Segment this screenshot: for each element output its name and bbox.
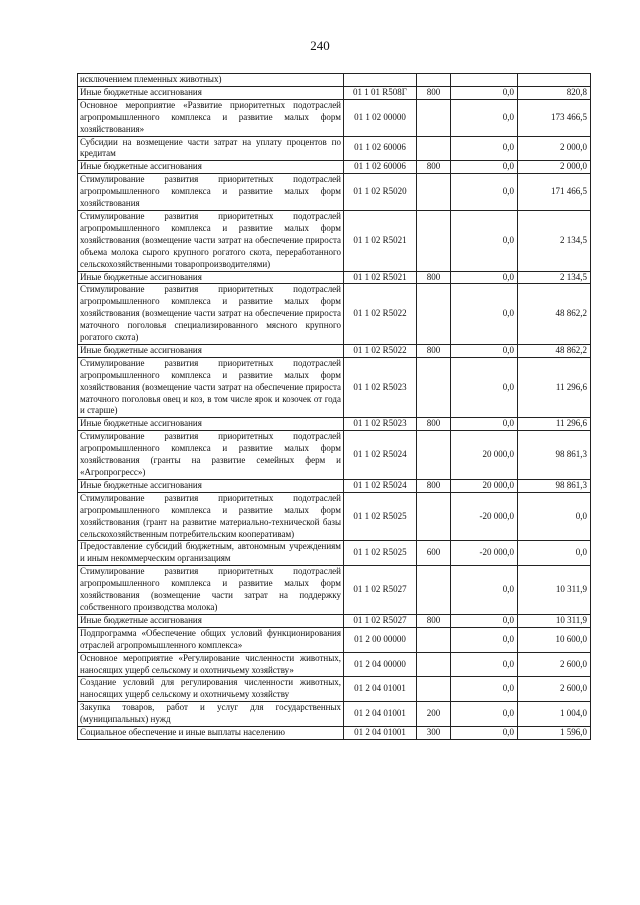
table-row [78,284,591,345]
table-row [78,161,591,174]
row-change-cell: 0,0 [451,677,518,702]
row-name-cell: Закупка товаров, работ и услуг для государственных (муниципальных) нужд [78,702,344,727]
row-name-cell: Стимулирование развития приоритетных подотраслей агропромышленного комплекса и развитие малых форм хозяйствования [78,174,344,211]
row-code-cell: 01 2 04 01001 [344,702,417,727]
row-total-cell: 820,8 [518,86,591,99]
row-change-cell: -20 000,0 [451,541,518,566]
row-name-cell: Стимулирование развития приоритетных подотраслей агропромышленного комплекса и развитие малых форм хозяйствования (возмещение части затрат на поддержку собственного производства молока) [78,566,344,615]
row-code-cell: 01 1 02 60006 [344,161,417,174]
row-change-cell: 0,0 [451,727,518,740]
row-code-cell: 01 1 02 R5021 [344,271,417,284]
row-kvr-cell [417,566,451,615]
row-total-cell: 48 862,2 [518,284,591,345]
row-name-cell: Субсидии на возмещение части затрат на уплату процентов по кредитам [78,136,344,161]
row-total-cell: 2 134,5 [518,210,591,271]
row-code-cell: 01 1 01 R508Г [344,86,417,99]
row-name-cell: Создание условий для регулирования численности животных, наносящих ущерб сельскому и охотничьему хозяйству [78,677,344,702]
row-code-cell: 01 1 02 00000 [344,99,417,136]
row-kvr-cell [417,652,451,677]
row-kvr-cell [417,74,451,87]
row-kvr-cell [417,627,451,652]
row-name-cell: Иные бюджетные ассигнования [78,344,344,357]
row-name-cell: Иные бюджетные ассигнования [78,161,344,174]
row-change-cell: 0,0 [451,136,518,161]
row-total-cell: 48 862,2 [518,344,591,357]
row-kvr-cell: 800 [417,479,451,492]
table-row [78,541,591,566]
row-kvr-cell [417,431,451,480]
table-row [78,271,591,284]
row-change-cell [451,74,518,87]
row-change-cell: 0,0 [451,702,518,727]
table-row [78,614,591,627]
row-change-cell: 20 000,0 [451,431,518,480]
row-name-cell: Иные бюджетные ассигнования [78,479,344,492]
table-row [78,566,591,615]
row-kvr-cell: 200 [417,702,451,727]
table-row [78,727,591,740]
row-kvr-cell [417,136,451,161]
row-kvr-cell [417,357,451,418]
row-name-cell: Стимулирование развития приоритетных подотраслей агропромышленного комплекса и развитие малых форм хозяйствования (грант на развитие материально-технической базы сельскохозяйственным потребительским кооперативам) [78,492,344,541]
row-kvr-cell [417,677,451,702]
row-change-cell: 0,0 [451,161,518,174]
table-row [78,627,591,652]
table-row [78,136,591,161]
table-row [78,357,591,418]
row-code-cell: 01 1 02 R5024 [344,479,417,492]
row-total-cell: 98 861,3 [518,431,591,480]
row-kvr-cell [417,99,451,136]
row-total-cell: 10 311,9 [518,614,591,627]
row-change-cell: 0,0 [451,284,518,345]
row-name-cell: Иные бюджетные ассигнования [78,614,344,627]
row-code-cell: 01 1 02 R5022 [344,344,417,357]
row-kvr-cell: 800 [417,614,451,627]
table-row [78,492,591,541]
row-name-cell: Стимулирование развития приоритетных подотраслей агропромышленного комплекса и развитие малых форм хозяйствования (возмещение части затрат на обеспечение прироста маточного поголовья специализированного мясного крупного рогатого скота) [78,284,344,345]
row-code-cell: 01 2 04 01001 [344,677,417,702]
row-code-cell [344,74,417,87]
row-name-cell: Стимулирование развития приоритетных подотраслей агропромышленного комплекса и развитие малых форм хозяйствования (гранты на развитие семейных ферм и «Агропрогресс») [78,431,344,480]
row-total-cell: 2 000,0 [518,161,591,174]
table-row [78,210,591,271]
row-total-cell: 2 600,0 [518,652,591,677]
row-name-cell: Социальное обеспечение и иные выплаты населению [78,727,344,740]
row-change-cell: 0,0 [451,86,518,99]
row-total-cell: 10 600,0 [518,627,591,652]
row-kvr-cell: 600 [417,541,451,566]
table-row [78,418,591,431]
table-row [78,86,591,99]
row-kvr-cell [417,492,451,541]
row-total-cell: 0,0 [518,492,591,541]
row-total-cell: 173 466,5 [518,99,591,136]
row-name-cell: Подпрограмма «Обеспечение общих условий функционирования отраслей агропромышленного комплекса» [78,627,344,652]
row-total-cell: 11 296,6 [518,357,591,418]
row-total-cell: 11 296,6 [518,418,591,431]
row-change-cell: 0,0 [451,652,518,677]
table-row [78,652,591,677]
row-change-cell: 0,0 [451,627,518,652]
row-code-cell: 01 2 00 00000 [344,627,417,652]
row-kvr-cell [417,284,451,345]
row-total-cell: 1 596,0 [518,727,591,740]
row-code-cell: 01 1 02 R5022 [344,284,417,345]
row-code-cell: 01 1 02 R5021 [344,210,417,271]
table-row [78,99,591,136]
row-total-cell: 2 000,0 [518,136,591,161]
row-code-cell: 01 1 02 R5027 [344,566,417,615]
row-kvr-cell: 800 [417,161,451,174]
row-code-cell: 01 1 02 R5020 [344,174,417,211]
row-change-cell: 0,0 [451,344,518,357]
row-code-cell: 01 1 02 R5025 [344,541,417,566]
row-code-cell: 01 1 02 R5024 [344,431,417,480]
row-change-cell: 0,0 [451,210,518,271]
row-name-cell: Стимулирование развития приоритетных подотраслей агропромышленного комплекса и развитие малых форм хозяйствования (возмещение части затрат на обеспечение прироста объема молока сырого крупного рогатого скота, переработанного сельскохозяйственными товаропроизводителями) [78,210,344,271]
row-kvr-cell: 300 [417,727,451,740]
row-name-cell: Основное мероприятие «Развитие приоритетных подотраслей агропромышленного комплекса и развитие малых форм хозяйствования» [78,99,344,136]
row-kvr-cell [417,174,451,211]
page-number: 240 [310,38,330,53]
row-code-cell: 01 2 04 01001 [344,727,417,740]
row-name-cell: исключением племенных животных) [78,74,344,87]
row-total-cell: 2 600,0 [518,677,591,702]
row-total-cell: 1 004,0 [518,702,591,727]
row-change-cell: 0,0 [451,174,518,211]
row-code-cell: 01 1 02 R5023 [344,418,417,431]
row-total-cell: 10 311,9 [518,566,591,615]
row-name-cell: Иные бюджетные ассигнования [78,418,344,431]
row-name-cell: Предоставление субсидий бюджетным, автономным учреждениям и иным некоммерческим организациям [78,541,344,566]
row-total-cell: 0,0 [518,541,591,566]
row-name-cell: Стимулирование развития приоритетных подотраслей агропромышленного комплекса и развитие малых форм хозяйствования (возмещение части затрат на обеспечение прироста маточного поголовья овец и коз, в том числе ярок и козочек от года и старше) [78,357,344,418]
row-change-cell: 20 000,0 [451,479,518,492]
table-row [78,344,591,357]
row-total-cell: 98 861,3 [518,479,591,492]
row-kvr-cell: 800 [417,344,451,357]
row-kvr-cell: 800 [417,86,451,99]
budget-table [77,73,591,740]
row-change-cell: 0,0 [451,271,518,284]
row-code-cell: 01 2 04 00000 [344,652,417,677]
row-kvr-cell [417,210,451,271]
row-change-cell: 0,0 [451,418,518,431]
row-kvr-cell: 800 [417,271,451,284]
table-row [78,702,591,727]
row-code-cell: 01 1 02 R5027 [344,614,417,627]
row-change-cell: 0,0 [451,614,518,627]
row-code-cell: 01 1 02 R5023 [344,357,417,418]
row-change-cell: -20 000,0 [451,492,518,541]
budget-table-body [78,74,591,740]
table-row [78,174,591,211]
table-row [78,74,591,87]
row-name-cell: Основное мероприятие «Регулирование численности животных, наносящих ущерб сельскому и охотничьему хозяйству» [78,652,344,677]
row-total-cell [518,74,591,87]
row-change-cell: 0,0 [451,99,518,136]
row-total-cell: 2 134,5 [518,271,591,284]
row-code-cell: 01 1 02 60006 [344,136,417,161]
row-total-cell: 171 466,5 [518,174,591,211]
row-name-cell: Иные бюджетные ассигнования [78,86,344,99]
row-name-cell: Иные бюджетные ассигнования [78,271,344,284]
table-row [78,479,591,492]
table-row [78,431,591,480]
row-change-cell: 0,0 [451,566,518,615]
row-change-cell: 0,0 [451,357,518,418]
table-row [78,677,591,702]
row-kvr-cell: 800 [417,418,451,431]
row-code-cell: 01 1 02 R5025 [344,492,417,541]
